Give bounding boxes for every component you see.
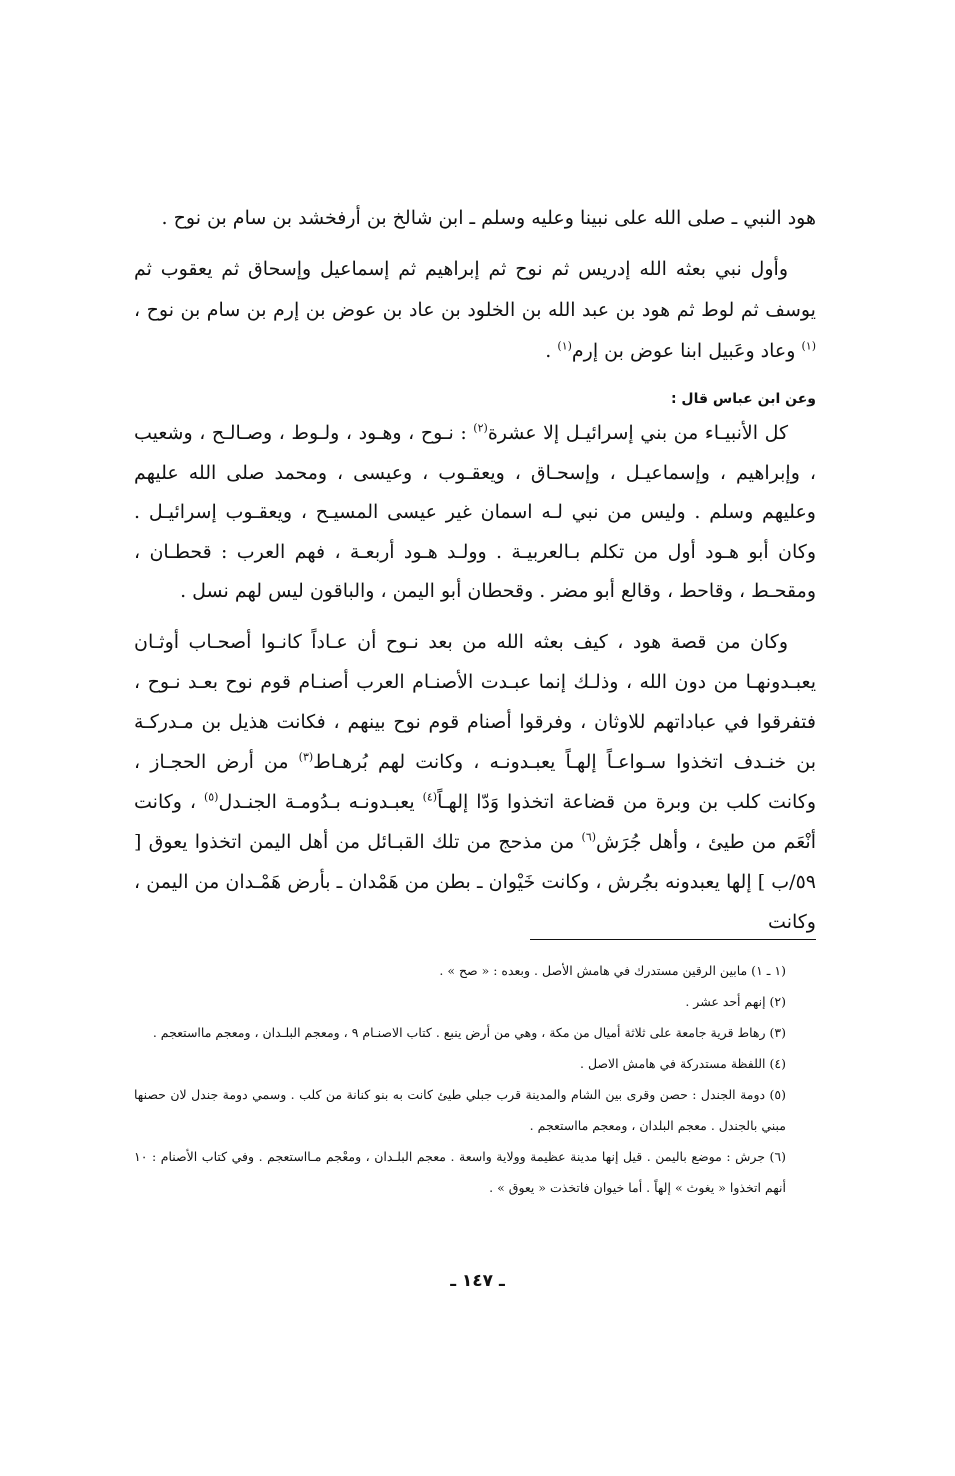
footnote-ref-2: (٢) — [473, 421, 488, 435]
page-number: ـ ١٤٧ ـ — [450, 1271, 505, 1291]
footnote-5: (٥) دومة الجندل : حصن وقرى بين الشام والمدينة قرب جبلي طيئ كانت به بنو كنانة من كلب . وسمي دومة جندل لان حصنها مبني بالجندل . معجم البلدان ، ومعجم مااستعجم . — [134, 1087, 786, 1133]
footnote-6: (٦) جرش : موضع باليمن . قيل إنها مدينة عظيمة وولاية واسعة . معجم البلـدان ، ومعْجم مـااستعجم . وفي كتاب الأصنام : ١٠ أنهم اتخذوا « يغوث » إلهاً . أما خيوان فاتخذت « يعوق » . — [134, 1149, 786, 1195]
hud-text-1: وكان من قصة هود ، كيف بعثه الله من بعد نـوح أن عـاداً كانـوا أصحـاب أوثـان يعبـدونهـا من دون الله ، وذلـك إنما عبـدت الأصنـام العرب أصنـام قوم نوح بعـد نـوح ، فتفرقوا في عباداتهم للاوثان ، وفرقوا أصنام قوم نوح بينهم ، فكانت هذيل بن مـدركـة بن خنـدف اتخذوا سـواعـاً إلهـاً يعبـدونـه ، وكانت لهم بُرهـاط — [134, 630, 817, 773]
footnote-ref-4: (٤) — [422, 790, 438, 804]
main-text — [134, 198, 816, 942]
footnote-divider — [530, 939, 816, 940]
footnote-2: (٢) إنهم أحد عشر . — [685, 994, 786, 1009]
prophets-line-2-end: وعاد — [760, 340, 802, 362]
abbas-text-2: : نـوح ، وهـود ، ولـوط ، وصـالـح ، وشعيب ، وإبراهيم ، وإسماعيـل ، وإسحـاق ، ويعقـوب ، وعيسى ، ومحمد صلى الله عليهم وعليهم وسلم . وليس من نبي لـه اسمان غير عيسى المسيـح ، ويعقـوب إسرائيـل . وكان أبو هـود أول من تكلم بـالعربيـة . وولـد هـود أربعـة ، فهم العرب : قحطـان ، ومقحـط ، وقاحط ، وقالع أبو مضر . وقحطان أبو اليمن ، والباقون ليس لهم نسل . — [134, 422, 816, 602]
prophets-line-2: ثم لوط ثم هود بن عبد الله بن الخلود بن عاد بن عوض بن إرم بن سام بن نوح ، — [134, 299, 759, 321]
footnote-4: (٤) اللفظة مستدركة في هامش الاصل . — [580, 1056, 786, 1071]
abbas-text-1: كل الأنبيـاء من بني إسرائيـل إلا عشرة — [487, 422, 789, 444]
prophets-line-3: وعَبيل ابنا عوض بن إرم — [571, 340, 755, 362]
hud-paragraph — [134, 622, 816, 942]
footnote-ref-3: (٣) — [298, 750, 314, 764]
abbas-paragraph — [134, 414, 816, 612]
footnote-3: (٣) رهاط قرية جامعة على ثلاثة أميال من مكة ، وهي من أرض ينبع . كتاب الاصنـام ٩ ، ومعجم البلـدان ، ومعجم مااستعجم . — [152, 1025, 786, 1040]
prophets-line-3-end: . — [545, 340, 558, 362]
hud-text-3: يعبـدونـه بـدُومـة الجنـدل — [218, 790, 423, 813]
intro-line: هود النبي ـ صلى الله على نبينا وعليه وسلم ـ ابن شالخ بن أرفخشد بن سام بن نوح . — [161, 207, 816, 229]
prophets-line-1: وأول نبي بعثه الله إدريس ثم نوح ثم إبراهيم ثم إسماعيل وإسحاق ثم يعقوب ثم يوسف — [134, 258, 816, 321]
footnote-ref-6: (٦) — [581, 830, 597, 844]
footnote-ref-1a: (١) — [801, 339, 816, 353]
hud-text-5: من مذحج من تلك القبـائل من أهل اليمن اتخذوا يعوق [ ٥٩/ب ] إلها يعبدونه بجُرش ، وكانت خَيْوان ـ بطن من هَمْدان ـ بأرض هَمْـدان من اليمن ، وكانت — [134, 830, 816, 933]
footnote-ref-5: (٥) — [203, 790, 219, 804]
prophets-paragraph — [134, 249, 816, 372]
footnote-1: (١ ـ ١) مابين الرقين مستدرك في هامش الأصل . وبعده : « صح » . — [439, 963, 786, 978]
hud-text-4: ، وكانت أنْعَم من طيئ ، وأهل جُرَش — [134, 790, 816, 853]
section-heading: وعن ابن عباس قال : — [670, 391, 816, 407]
footnote-ref-1b: (١) — [557, 339, 572, 353]
footnotes — [134, 955, 816, 1203]
hud-text-2: من أرض الحجـاز ، وكانت كلب بن وبرة من قضاعة اتخذوا وَدّا إلهـاً — [134, 750, 816, 813]
